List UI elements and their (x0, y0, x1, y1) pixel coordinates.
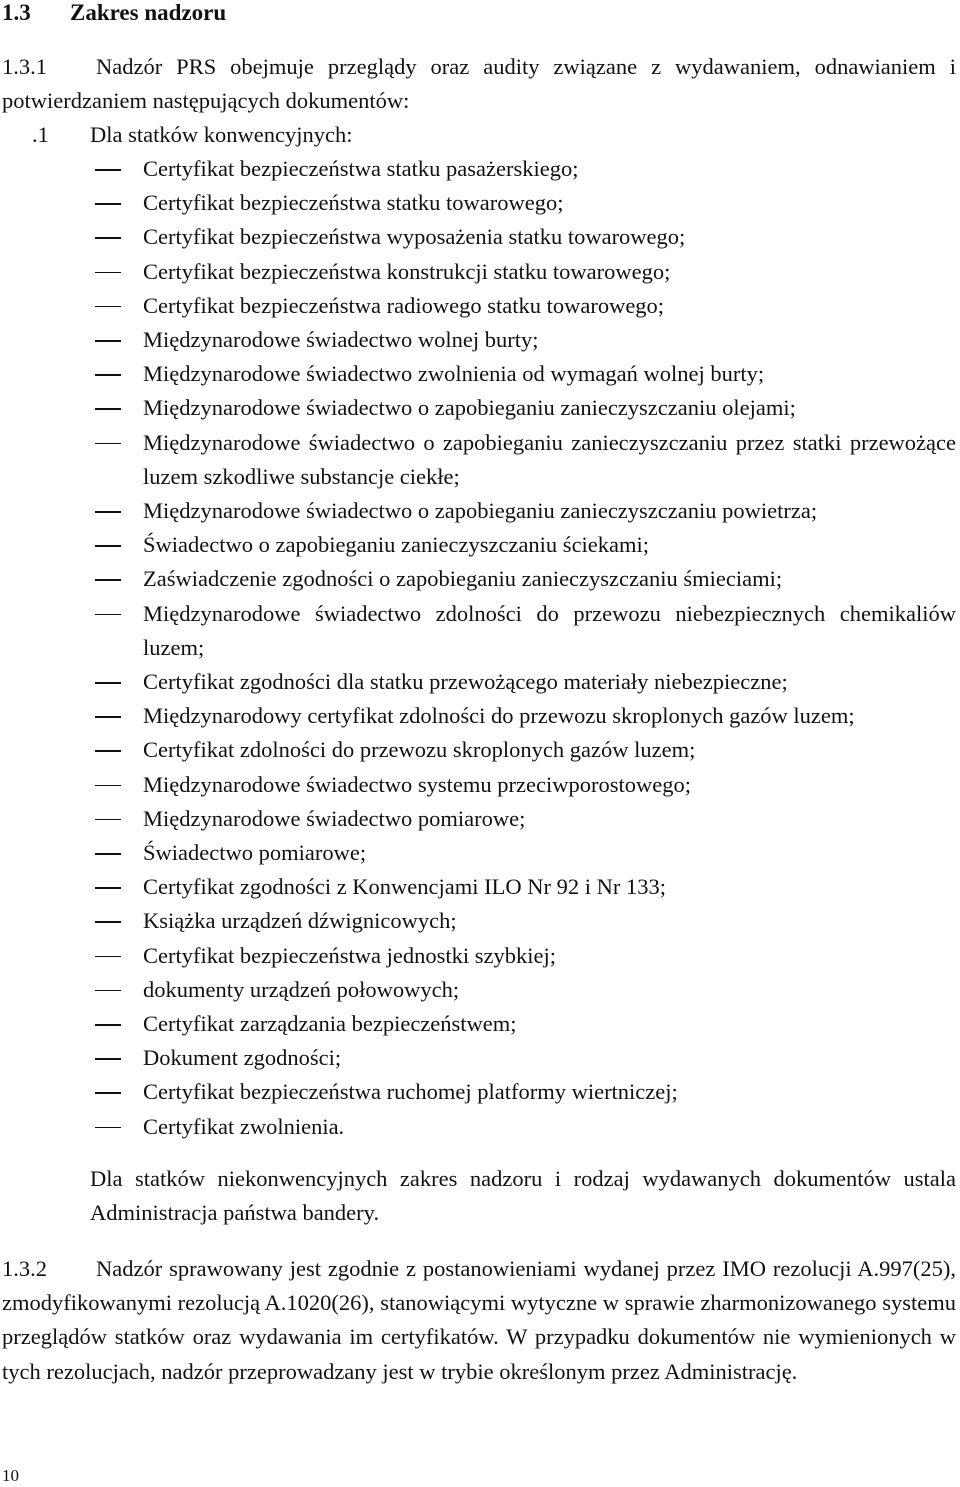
dash-bullet-icon (95, 272, 121, 274)
dash-bullet-icon (95, 340, 121, 342)
list-item (0, 665, 960, 699)
subpoint-number: .1 (32, 122, 49, 147)
list-item (0, 562, 960, 596)
list-item-text: Certyfikat bezpieczeństwa wyposażenia statku towarowego; (143, 224, 686, 250)
list-item-text: Międzynarodowe świadectwo o zapobieganiu zanieczyszczaniu powietrza; (143, 498, 818, 524)
paragraph-number: 1.3.2 (2, 1256, 47, 1281)
subpoint-number (32, 1162, 90, 1196)
list-item-text: Świadectwo o zapobieganiu zanieczyszczaniu ściekami; (143, 532, 650, 558)
list-item (0, 1007, 960, 1041)
list-item-text: Międzynarodowy certyfikat zdolności do przewozu skroplonych gazów luzem; (143, 703, 855, 729)
document-list (0, 152, 960, 1144)
page-number: 10 (2, 1466, 19, 1485)
paragraph-number: 1.3.1 (2, 54, 47, 79)
list-item (0, 289, 960, 323)
list-item-text: Międzynarodowe świadectwo zdolności do przewozu niebezpiecznych chemikaliów luzem; (143, 600, 956, 660)
list-item (0, 426, 960, 494)
dash-bullet-icon (95, 1127, 121, 1129)
dash-bullet-icon (95, 545, 121, 547)
subpoint-text: Dla statków konwencyjnych: (90, 122, 353, 147)
dash-bullet-icon (95, 203, 121, 205)
dash-bullet-icon (95, 374, 121, 376)
dash-bullet-icon (95, 306, 121, 308)
dash-bullet-icon (95, 785, 121, 787)
list-item-text: Certyfikat zwolnienia. (143, 1113, 345, 1139)
list-item-text: Międzynarodowe świadectwo systemu przeciwporostowego; (143, 771, 691, 797)
dash-bullet-icon (95, 614, 121, 616)
list-item-text: Certyfikat bezpieczeństwa konstrukcji statku towarowego; (143, 258, 671, 284)
list-item (0, 1075, 960, 1109)
dash-bullet-icon (95, 716, 121, 718)
list-item (0, 870, 960, 904)
list-item-text: Międzynarodowe świadectwo wolnej burty; (143, 327, 539, 353)
dash-bullet-icon (95, 887, 121, 889)
dash-bullet-icon (95, 408, 121, 410)
paragraph-text: Nadzór PRS obejmuje przeglądy oraz audity związane z wydawaniem, odnawianiem i potwierdzaniem następujących dokumentów: (2, 54, 956, 114)
list-item (0, 699, 960, 733)
section-title: Zakres nadzoru (70, 0, 227, 25)
dash-bullet-icon (95, 1092, 121, 1094)
list-item (0, 939, 960, 973)
list-item-text: Certyfikat bezpieczeństwa jednostki szybkiej; (143, 942, 556, 968)
dash-bullet-icon (95, 1024, 121, 1026)
dash-bullet-icon (95, 956, 121, 958)
list-item (0, 323, 960, 357)
dash-bullet-icon (95, 853, 121, 855)
list-item (0, 733, 960, 767)
list-item (0, 528, 960, 562)
list-item (0, 802, 960, 836)
list-item-text: Certyfikat bezpieczeństwa ruchomej platformy wiertniczej; (143, 1079, 678, 1105)
paragraph-1-3-2 (2, 1252, 956, 1389)
list-item (0, 357, 960, 391)
paragraph-1-3-1 (2, 50, 956, 118)
dash-bullet-icon (95, 921, 121, 923)
dash-bullet-icon (95, 169, 121, 171)
list-item-text: Certyfikat zgodności dla statku przewożącego materiały niebezpieczne; (143, 669, 788, 695)
list-item (0, 973, 960, 1007)
section-heading (2, 0, 226, 30)
list-item (0, 768, 960, 802)
list-item-text: Dokument zgodności; (143, 1045, 342, 1071)
list-item-text: Certyfikat bezpieczeństwa radiowego statku towarowego; (143, 292, 665, 318)
list-item-text: Certyfikat zdolności do przewozu skroplonych gazów luzem; (143, 737, 696, 763)
list-item-text: Międzynarodowe świadectwo pomiarowe; (143, 805, 526, 831)
dash-bullet-icon (95, 511, 121, 513)
dash-bullet-icon (95, 579, 121, 581)
list-item-text: Międzynarodowe świadectwo o zapobieganiu zanieczyszczaniu przez statki przewożące luzem szkodliwe substancje ciekłe; (143, 429, 956, 489)
list-item (0, 904, 960, 938)
dash-bullet-icon (95, 1058, 121, 1060)
paragraph-text: Nadzór sprawowany jest zgodnie z postanowieniami wydanej przez IMO rezolucji A.997(25), zmodyfikowanymi rezolucją A.1020(26), stanowiącymi wytyczne w sprawie zharmonizowanego systemu przeglądów statków oraz wydawania im certyfikatów. W przypadku dokumentów nie wymienionych w tych rezolucjach, nadzór przeprowadzany jest w trybie określonym przez Administrację. (2, 1256, 956, 1384)
list-item (0, 1041, 960, 1075)
subpoint-1 (32, 118, 956, 152)
list-item-text: Zaświadczenie zgodności o zapobieganiu zanieczyszczaniu śmieciami; (143, 566, 783, 592)
list-item-text: dokumenty urządzeń połowowych; (143, 976, 460, 1002)
subpoint-text: Dla statków niekonwencyjnych zakres nadzoru i rodzaj wydawanych dokumentów ustala Administracja państwa bandery. (90, 1166, 956, 1226)
subpoint-body (32, 1162, 956, 1230)
list-item (0, 494, 960, 528)
list-item-text: Międzynarodowe świadectwo zwolnienia od wymagań wolnej burty; (143, 361, 765, 387)
list-item-text: Certyfikat zgodności z Konwencjami ILO Nr 92 i Nr 133; (143, 874, 666, 900)
list-item (0, 186, 960, 220)
list-item-text: Certyfikat bezpieczeństwa statku pasażerskiego; (143, 156, 579, 181)
list-item (0, 836, 960, 870)
dash-bullet-icon (95, 990, 121, 992)
list-item-text: Książka urządzeń dźwignicowych; (143, 908, 457, 934)
list-item (0, 391, 960, 425)
list-item (0, 597, 960, 665)
dash-bullet-icon (95, 237, 121, 239)
dash-bullet-icon (95, 750, 121, 752)
list-item (0, 255, 960, 289)
list-item (0, 152, 960, 186)
subpoint-2 (32, 1162, 956, 1230)
dash-bullet-icon (95, 682, 121, 684)
list-item-text: Certyfikat bezpieczeństwa statku towarowego; (143, 190, 564, 216)
list-item (0, 220, 960, 254)
list-item-text: Świadectwo pomiarowe; (143, 840, 367, 866)
list-item-text: Certyfikat zarządzania bezpieczeństwem; (143, 1011, 517, 1037)
list-item-text: Międzynarodowe świadectwo o zapobieganiu zanieczyszczaniu olejami; (143, 395, 796, 421)
list-item (0, 1110, 960, 1144)
section-number: 1.3 (2, 0, 31, 25)
dash-bullet-icon (95, 819, 121, 821)
dash-bullet-icon (95, 443, 121, 445)
